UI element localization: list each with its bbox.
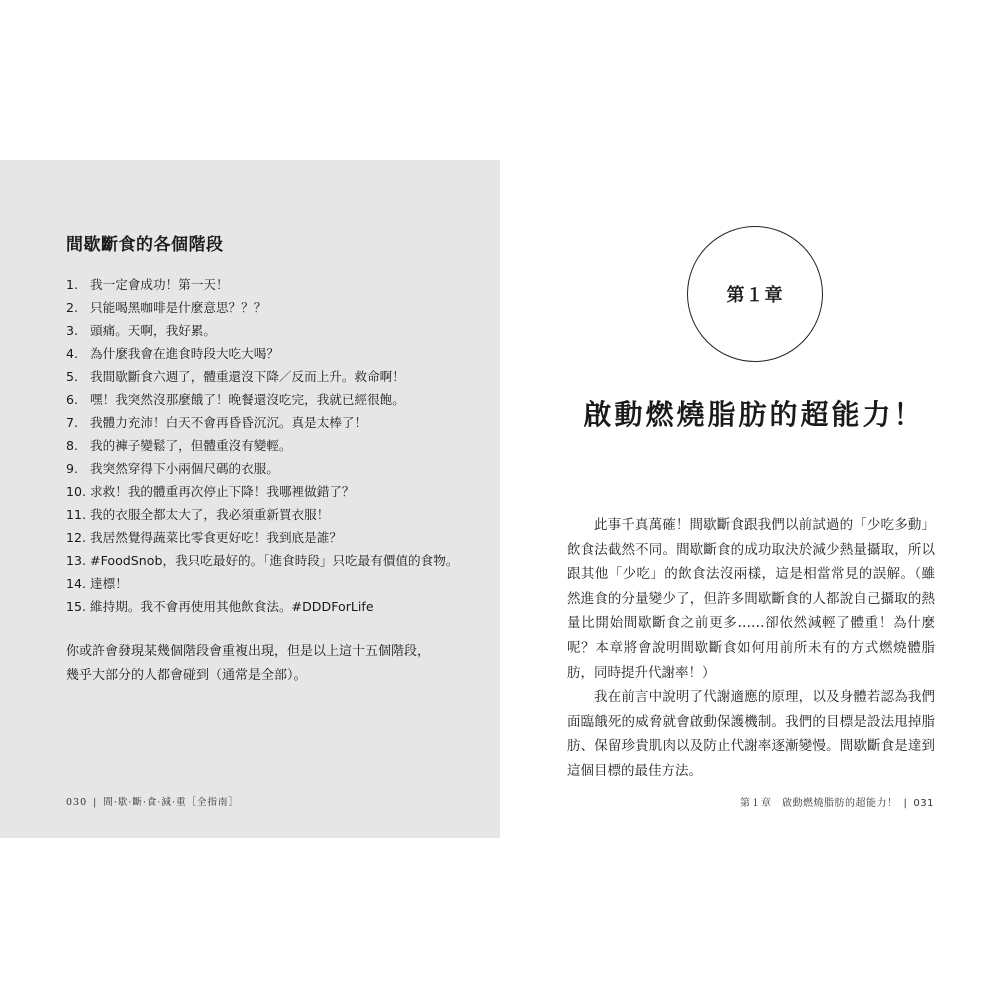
stage-number: 9. <box>66 461 79 476</box>
stage-number: 4. <box>66 346 79 361</box>
stage-item <box>66 457 458 480</box>
right-page <box>500 160 1000 838</box>
left-page <box>0 160 500 838</box>
stage-text: 達標！ <box>90 576 128 591</box>
body-paragraph: 我在前言中說明了代謝適應的原理，以及身體若認為我們面臨餓死的威脅就會啟動保護機制。我們的目標是設法甩掉脂肪、保留珍貴肌肉以及防止代謝率逐漸變慢。間歇斷食是達到這個目標的最佳方法。 <box>567 689 935 779</box>
stage-item <box>66 296 458 319</box>
stage-item <box>66 342 458 365</box>
stage-number: 12. <box>66 530 87 545</box>
stage-text: 我的衣服全都太大了，我必須重新買衣服！ <box>90 507 330 522</box>
section-title: 間歇斷食的各個階段 <box>66 235 224 255</box>
stage-number: 5. <box>66 369 79 384</box>
stage-number: 7. <box>66 415 79 430</box>
stage-number: 1. <box>66 277 79 292</box>
stage-text: #FoodSnob，我只吃最好的。「進食時段」只吃最有價值的食物。 <box>90 553 459 568</box>
stage-item <box>66 434 458 457</box>
stage-text: 我體力充沛！白天不會再昏昏沉沉。真是太棒了！ <box>90 415 368 430</box>
left-footer <box>66 794 239 808</box>
stage-number: 11. <box>66 507 87 522</box>
stage-text: 我突然穿得下小兩個尺碼的衣服。 <box>90 461 279 476</box>
stage-item <box>66 572 458 595</box>
stage-item <box>66 319 458 342</box>
stage-text: 只能喝黑咖啡是什麼意思？？？ <box>90 300 267 315</box>
stage-number: 2. <box>66 300 79 315</box>
book-spread <box>0 160 1000 838</box>
stage-text: 為什麼我會在進食時段大吃大喝？ <box>90 346 279 361</box>
stage-text: 我的褲子變鬆了，但體重沒有變輕。 <box>90 438 292 453</box>
stage-number: 8. <box>66 438 79 453</box>
stage-item <box>66 273 458 296</box>
chapter-heading: 啟動燃燒脂肪的超能力！ <box>583 398 925 431</box>
right-footer <box>740 794 934 809</box>
chapter-label: 第１章 <box>726 285 784 306</box>
left-page-number: 030 <box>66 797 88 808</box>
running-chapter-title: 第１章 啟動燃燒脂肪的超能力！ <box>740 798 898 809</box>
stage-number: 15. <box>66 599 87 614</box>
stage-text: 我間歇斷食六週了，體重還沒下降／反而上升。救命啊！ <box>90 369 405 384</box>
chapter-body <box>567 513 935 784</box>
stage-item <box>66 480 458 503</box>
stage-number: 3. <box>66 323 79 338</box>
stage-text: 頭痛。天啊，我好累。 <box>90 323 216 338</box>
stage-item <box>66 503 458 526</box>
stage-number: 13. <box>66 553 87 568</box>
chapter-circle <box>687 226 823 362</box>
stage-text: 我居然覺得蔬菜比零食更好吃！我到底是誰？ <box>90 530 342 545</box>
stage-number: 6. <box>66 392 79 407</box>
stage-number: 10. <box>66 484 87 499</box>
stage-item <box>66 595 458 618</box>
stage-number: 14. <box>66 576 87 591</box>
footer-separator: | <box>903 798 908 809</box>
stage-text: 我一定會成功！第一天！ <box>90 277 229 292</box>
stage-item <box>66 549 458 572</box>
stage-list <box>66 273 458 618</box>
stage-item <box>66 388 458 411</box>
stage-text: 維持期。我不會再使用其他飲食法。#DDDForLife <box>90 599 374 614</box>
stage-item <box>66 526 458 549</box>
right-page-number: 031 <box>913 798 934 809</box>
left-paragraph: 你或許會發現某幾個階段會重複出現，但是以上這十五個階段，幾乎大部分的人都會碰到（通常是全部）。 <box>66 644 431 683</box>
book-title: 間·歇·斷·食·減·重［全指南］ <box>103 797 239 808</box>
stage-text: 嘿！我突然沒那麼餓了！晚餐還沒吃完，我就已經很飽。 <box>90 392 405 407</box>
body-paragraph: 此事千真萬確！間歇斷食跟我們以前試過的「少吃多動」飲食法截然不同。間歇斷食的成功取決於減少熱量攝取，所以跟其他「少吃」的飲食法沒兩樣，這是相當常見的誤解。（雖然進食的分量變少了，但許多間歇斷食的人都說自己攝取的熱量比開始間歇斷食之前更多……卻依然減輕了體重！為什麼呢？本章將會說明間歇斷食如何用前所未有的方式燃燒體脂肪，同時提升代謝率！） <box>567 517 935 681</box>
stage-item <box>66 411 458 434</box>
stage-item <box>66 365 458 388</box>
stage-text: 求救！我的體重再次停止下降！我哪裡做錯了？ <box>90 484 355 499</box>
footer-separator: | <box>93 797 98 808</box>
